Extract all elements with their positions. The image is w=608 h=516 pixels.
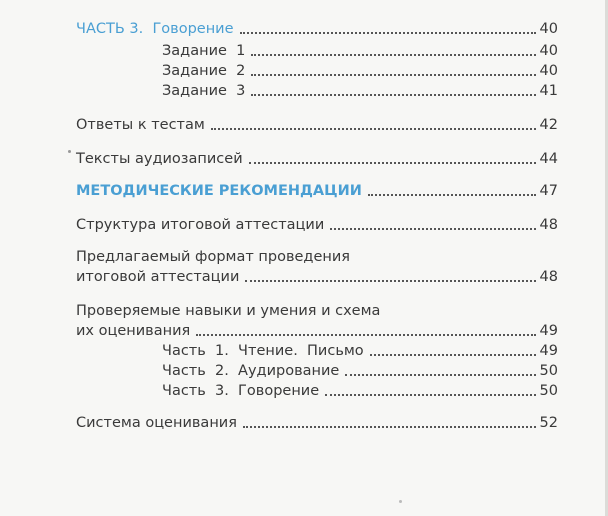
- toc-entry-structure: [76, 214, 558, 234]
- toc-entry-title: Ответы к тестам: [76, 117, 205, 133]
- toc-entry-title: итоговой аттестации: [76, 269, 240, 285]
- toc-entry-title: Часть 1. Чтение. Письмо: [162, 343, 364, 359]
- toc-entry-page: 40: [539, 43, 558, 59]
- toc-entry-skills-line1: Проверяемые навыки и умения и схема: [76, 303, 381, 319]
- toc-entry-page: 40: [539, 63, 558, 79]
- toc-entry-title: Система оценивания: [76, 415, 237, 431]
- toc-entry-part3: [76, 18, 558, 38]
- toc-entry-title: Часть 3. Говорение: [162, 383, 320, 399]
- toc-entry-task1: [162, 40, 558, 60]
- toc-entry-answers: [76, 114, 558, 134]
- toc-entry-skills: [76, 320, 558, 340]
- toc-entry-page: 50: [539, 363, 558, 379]
- leader-dots: [251, 94, 535, 96]
- toc-entry-format: [76, 266, 558, 286]
- toc-entry-grading: [76, 412, 558, 432]
- toc-entry-title: Задание 3: [162, 83, 246, 99]
- toc-entry-page: 48: [539, 269, 558, 285]
- leader-dots: [251, 74, 535, 76]
- toc-entry-sub1: [162, 340, 558, 360]
- print-speck: [68, 150, 71, 153]
- toc-entry-page: 47: [539, 183, 558, 199]
- print-speck: [399, 500, 402, 503]
- toc-entry-methodical: [76, 180, 558, 200]
- toc-entry-page: 49: [539, 343, 558, 359]
- leader-dots: [251, 54, 535, 56]
- toc-entry-title: Тексты аудиозаписей: [76, 151, 243, 167]
- toc-entry-task2: [162, 60, 558, 80]
- toc-entry-page: 49: [539, 323, 558, 339]
- toc-entry-sub3: [162, 380, 558, 400]
- leader-dots: [330, 228, 535, 230]
- toc-entry-format-line1: Предлагаемый формат проведения: [76, 249, 350, 265]
- leader-dots: [370, 354, 536, 356]
- toc-entry-page: 41: [539, 83, 558, 99]
- leader-dots: [249, 162, 536, 164]
- leader-dots: [368, 194, 536, 196]
- toc-entry-sub2: [162, 360, 558, 380]
- toc-entry-title: Часть 2. Аудирование: [162, 363, 340, 379]
- toc-entry-title: их оценивания: [76, 323, 191, 339]
- leader-dots: [240, 32, 536, 34]
- toc-entry-task3: [162, 80, 558, 100]
- leader-dots: [243, 426, 536, 428]
- toc-entry-title: Задание 1: [162, 43, 246, 59]
- toc-entry-page: 40: [539, 21, 558, 37]
- toc-entry-title: ЧАСТЬ 3. Говорение: [76, 21, 234, 37]
- leader-dots: [325, 394, 535, 396]
- toc-entry-page: 52: [539, 415, 558, 431]
- toc-entry-title: Задание 2: [162, 63, 246, 79]
- toc-entry-title: МЕТОДИЧЕСКИЕ РЕКОМЕНДАЦИИ: [76, 183, 362, 199]
- leader-dots: [345, 374, 535, 376]
- toc-entry-audio: [76, 148, 558, 168]
- toc-entry-page: 42: [539, 117, 558, 133]
- toc-entry-page: 44: [539, 151, 558, 167]
- leader-dots: [245, 280, 535, 282]
- toc-entry-title: Структура итоговой аттестации: [76, 217, 325, 233]
- leader-dots: [196, 334, 535, 336]
- leader-dots: [211, 128, 536, 130]
- toc-entry-page: 48: [539, 217, 558, 233]
- toc-entry-page: 50: [539, 383, 558, 399]
